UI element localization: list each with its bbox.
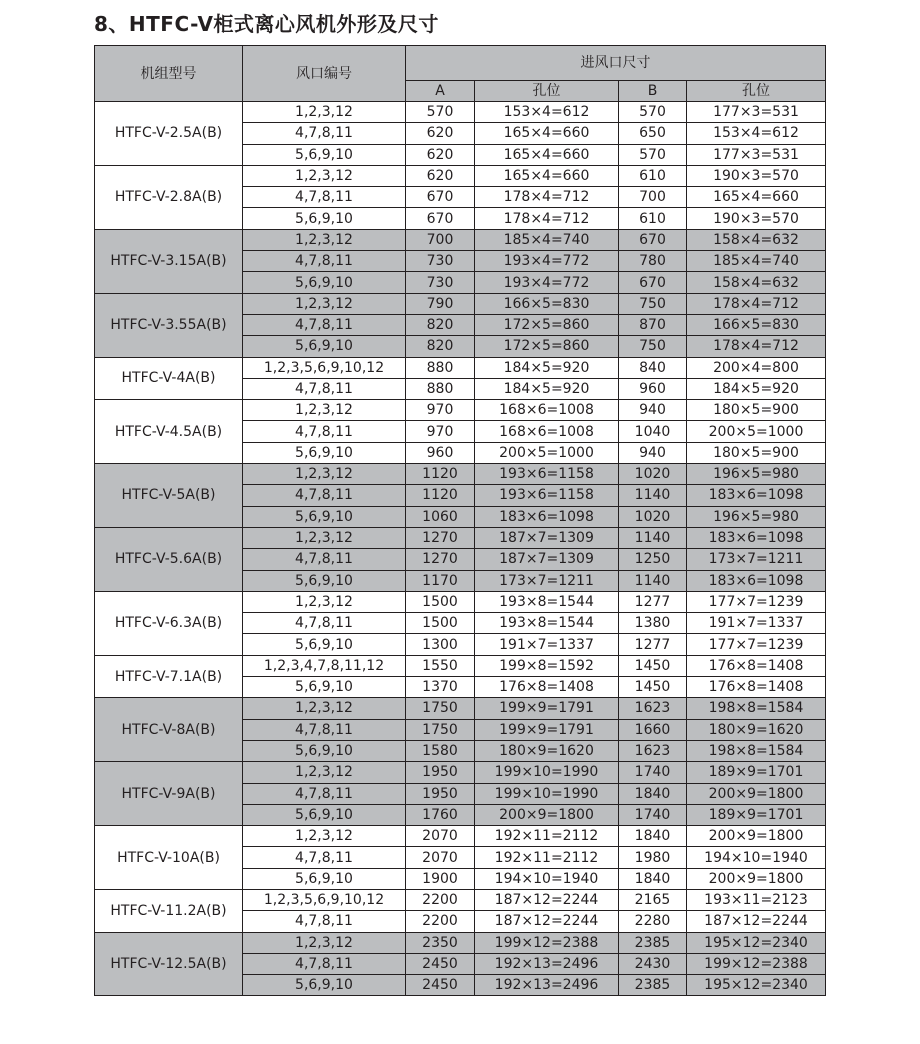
b-holes-cell: 158×4=632	[687, 229, 826, 250]
a-holes-cell: 200×5=1000	[475, 442, 619, 463]
outlet-no-cell: 1,2,3,4,7,8,11,12	[243, 655, 406, 676]
a-cell: 1300	[406, 634, 475, 655]
header-b-holes: 孔位	[687, 81, 826, 102]
model-cell: HTFC-V-5.6A(B)	[95, 527, 243, 591]
b-holes-cell: 190×3=570	[687, 165, 826, 186]
header-model: 机组型号	[95, 46, 243, 102]
a-cell: 670	[406, 208, 475, 229]
b-cell: 750	[619, 336, 687, 357]
b-cell: 1840	[619, 826, 687, 847]
header-inlet-size: 进风口尺寸	[406, 46, 826, 81]
model-cell: HTFC-V-12.5A(B)	[95, 932, 243, 996]
outlet-no-cell: 1,2,3,12	[243, 591, 406, 612]
b-cell: 1450	[619, 677, 687, 698]
a-holes-cell: 199×9=1791	[475, 719, 619, 740]
b-holes-cell: 184×5=920	[687, 378, 826, 399]
b-cell: 1980	[619, 847, 687, 868]
outlet-no-cell: 4,7,8,11	[243, 911, 406, 932]
model-cell: HTFC-V-5A(B)	[95, 464, 243, 528]
b-cell: 1840	[619, 868, 687, 889]
a-holes-cell: 178×4=712	[475, 187, 619, 208]
b-holes-cell: 200×5=1000	[687, 421, 826, 442]
b-holes-cell: 158×4=632	[687, 272, 826, 293]
b-cell: 780	[619, 251, 687, 272]
a-cell: 1760	[406, 804, 475, 825]
a-cell: 970	[406, 421, 475, 442]
a-cell: 790	[406, 293, 475, 314]
b-cell: 570	[619, 144, 687, 165]
outlet-no-cell: 4,7,8,11	[243, 314, 406, 335]
b-holes-cell: 189×9=1701	[687, 762, 826, 783]
outlet-no-cell: 5,6,9,10	[243, 208, 406, 229]
model-cell: HTFC-V-2.8A(B)	[95, 165, 243, 229]
table-row	[95, 762, 826, 783]
table-row	[95, 655, 826, 676]
a-holes-cell: 199×10=1990	[475, 783, 619, 804]
b-holes-cell: 176×8=1408	[687, 655, 826, 676]
a-cell: 730	[406, 272, 475, 293]
a-holes-cell: 194×10=1940	[475, 868, 619, 889]
a-holes-cell: 193×4=772	[475, 251, 619, 272]
table-row	[95, 932, 826, 953]
b-cell: 670	[619, 229, 687, 250]
outlet-no-cell: 5,6,9,10	[243, 740, 406, 761]
a-holes-cell: 193×8=1544	[475, 591, 619, 612]
b-cell: 1740	[619, 762, 687, 783]
outlet-no-cell: 4,7,8,11	[243, 783, 406, 804]
a-holes-cell: 172×5=860	[475, 314, 619, 335]
a-holes-cell: 193×8=1544	[475, 613, 619, 634]
b-holes-cell: 177×7=1239	[687, 591, 826, 612]
a-holes-cell: 199×9=1791	[475, 698, 619, 719]
b-holes-cell: 200×9=1800	[687, 868, 826, 889]
b-holes-cell: 180×5=900	[687, 400, 826, 421]
a-cell: 2450	[406, 953, 475, 974]
a-cell: 1500	[406, 591, 475, 612]
a-holes-cell: 168×6=1008	[475, 421, 619, 442]
b-cell: 1277	[619, 634, 687, 655]
a-cell: 730	[406, 251, 475, 272]
b-holes-cell: 189×9=1701	[687, 804, 826, 825]
outlet-no-cell: 1,2,3,12	[243, 102, 406, 123]
b-cell: 2280	[619, 911, 687, 932]
table-row	[95, 293, 826, 314]
b-cell: 670	[619, 272, 687, 293]
outlet-no-cell: 4,7,8,11	[243, 953, 406, 974]
b-cell: 2430	[619, 953, 687, 974]
b-holes-cell: 190×3=570	[687, 208, 826, 229]
a-holes-cell: 166×5=830	[475, 293, 619, 314]
b-holes-cell: 153×4=612	[687, 123, 826, 144]
a-cell: 1500	[406, 613, 475, 634]
model-cell: HTFC-V-9A(B)	[95, 762, 243, 826]
a-holes-cell: 187×12=2244	[475, 911, 619, 932]
b-holes-cell: 196×5=980	[687, 464, 826, 485]
outlet-no-cell: 4,7,8,11	[243, 421, 406, 442]
a-holes-cell: 165×4=660	[475, 165, 619, 186]
model-cell: HTFC-V-4A(B)	[95, 357, 243, 400]
b-holes-cell: 177×7=1239	[687, 634, 826, 655]
table-body	[95, 102, 826, 996]
b-cell: 570	[619, 102, 687, 123]
b-cell: 2165	[619, 889, 687, 910]
outlet-no-cell: 5,6,9,10	[243, 570, 406, 591]
b-holes-cell: 200×9=1800	[687, 783, 826, 804]
a-cell: 1750	[406, 698, 475, 719]
a-cell: 620	[406, 144, 475, 165]
a-cell: 1550	[406, 655, 475, 676]
a-holes-cell: 199×8=1592	[475, 655, 619, 676]
b-cell: 1040	[619, 421, 687, 442]
a-cell: 820	[406, 336, 475, 357]
model-cell: HTFC-V-2.5A(B)	[95, 102, 243, 166]
model-cell: HTFC-V-8A(B)	[95, 698, 243, 762]
a-holes-cell: 165×4=660	[475, 123, 619, 144]
b-holes-cell: 165×4=660	[687, 187, 826, 208]
table-row	[95, 165, 826, 186]
a-cell: 2070	[406, 847, 475, 868]
b-holes-cell: 183×6=1098	[687, 485, 826, 506]
b-cell: 940	[619, 400, 687, 421]
a-cell: 1270	[406, 549, 475, 570]
outlet-no-cell: 5,6,9,10	[243, 975, 406, 996]
a-cell: 1170	[406, 570, 475, 591]
b-holes-cell: 199×12=2388	[687, 953, 826, 974]
b-holes-cell: 183×6=1098	[687, 570, 826, 591]
a-holes-cell: 192×11=2112	[475, 826, 619, 847]
table-row	[95, 229, 826, 250]
a-holes-cell: 173×7=1211	[475, 570, 619, 591]
a-cell: 1060	[406, 506, 475, 527]
outlet-no-cell: 5,6,9,10	[243, 272, 406, 293]
a-cell: 1950	[406, 762, 475, 783]
a-cell: 970	[406, 400, 475, 421]
a-cell: 1750	[406, 719, 475, 740]
outlet-no-cell: 1,2,3,12	[243, 932, 406, 953]
b-cell: 1660	[619, 719, 687, 740]
table-row	[95, 102, 826, 123]
table-row	[95, 400, 826, 421]
b-cell: 1623	[619, 740, 687, 761]
b-cell: 1277	[619, 591, 687, 612]
a-holes-cell: 199×10=1990	[475, 762, 619, 783]
fan-dimension-table	[94, 45, 826, 996]
a-cell: 570	[406, 102, 475, 123]
outlet-no-cell: 4,7,8,11	[243, 847, 406, 868]
outlet-no-cell: 4,7,8,11	[243, 187, 406, 208]
b-holes-cell: 173×7=1211	[687, 549, 826, 570]
model-cell: HTFC-V-7.1A(B)	[95, 655, 243, 698]
b-cell: 1140	[619, 527, 687, 548]
b-holes-cell: 194×10=1940	[687, 847, 826, 868]
outlet-no-cell: 4,7,8,11	[243, 549, 406, 570]
b-cell: 1140	[619, 485, 687, 506]
model-cell: HTFC-V-10A(B)	[95, 826, 243, 890]
outlet-no-cell: 1,2,3,12	[243, 165, 406, 186]
b-holes-cell: 193×11=2123	[687, 889, 826, 910]
a-cell: 1580	[406, 740, 475, 761]
outlet-no-cell: 5,6,9,10	[243, 634, 406, 655]
b-holes-cell: 200×4=800	[687, 357, 826, 378]
table-row	[95, 527, 826, 548]
model-cell: HTFC-V-3.55A(B)	[95, 293, 243, 357]
a-cell: 2450	[406, 975, 475, 996]
section-title: 8、HTFC-V柜式离心风机外形及尺寸	[94, 12, 439, 36]
table-row	[95, 889, 826, 910]
b-holes-cell: 187×12=2244	[687, 911, 826, 932]
a-cell: 1370	[406, 677, 475, 698]
a-cell: 620	[406, 165, 475, 186]
b-cell: 1450	[619, 655, 687, 676]
a-holes-cell: 187×7=1309	[475, 527, 619, 548]
a-holes-cell: 192×11=2112	[475, 847, 619, 868]
outlet-no-cell: 5,6,9,10	[243, 336, 406, 357]
a-holes-cell: 183×6=1098	[475, 506, 619, 527]
table-row	[95, 357, 826, 378]
a-holes-cell: 193×4=772	[475, 272, 619, 293]
model-cell: HTFC-V-6.3A(B)	[95, 591, 243, 655]
b-holes-cell: 185×4=740	[687, 251, 826, 272]
a-cell: 1120	[406, 464, 475, 485]
b-cell: 840	[619, 357, 687, 378]
outlet-no-cell: 1,2,3,12	[243, 464, 406, 485]
table-row	[95, 826, 826, 847]
outlet-no-cell: 4,7,8,11	[243, 378, 406, 399]
outlet-no-cell: 4,7,8,11	[243, 485, 406, 506]
a-holes-cell: 165×4=660	[475, 144, 619, 165]
b-holes-cell: 200×9=1800	[687, 826, 826, 847]
a-cell: 820	[406, 314, 475, 335]
outlet-no-cell: 1,2,3,12	[243, 400, 406, 421]
outlet-no-cell: 1,2,3,5,6,9,10,12	[243, 357, 406, 378]
outlet-no-cell: 4,7,8,11	[243, 719, 406, 740]
b-holes-cell: 166×5=830	[687, 314, 826, 335]
a-holes-cell: 184×5=920	[475, 378, 619, 399]
a-cell: 2200	[406, 911, 475, 932]
b-cell: 750	[619, 293, 687, 314]
b-holes-cell: 177×3=531	[687, 102, 826, 123]
b-cell: 1250	[619, 549, 687, 570]
a-cell: 1270	[406, 527, 475, 548]
b-cell: 1140	[619, 570, 687, 591]
b-cell: 610	[619, 165, 687, 186]
a-holes-cell: 172×5=860	[475, 336, 619, 357]
a-holes-cell: 187×7=1309	[475, 549, 619, 570]
outlet-no-cell: 5,6,9,10	[243, 506, 406, 527]
header-a-holes: 孔位	[475, 81, 619, 102]
b-cell: 1840	[619, 783, 687, 804]
table-row	[95, 591, 826, 612]
b-cell: 610	[619, 208, 687, 229]
a-cell: 670	[406, 187, 475, 208]
b-cell: 700	[619, 187, 687, 208]
b-holes-cell: 180×5=900	[687, 442, 826, 463]
a-holes-cell: 192×13=2496	[475, 975, 619, 996]
outlet-no-cell: 1,2,3,12	[243, 762, 406, 783]
a-holes-cell: 178×4=712	[475, 208, 619, 229]
a-holes-cell: 191×7=1337	[475, 634, 619, 655]
b-holes-cell: 191×7=1337	[687, 613, 826, 634]
b-holes-cell: 195×12=2340	[687, 975, 826, 996]
a-cell: 880	[406, 378, 475, 399]
outlet-no-cell: 4,7,8,11	[243, 123, 406, 144]
outlet-no-cell: 1,2,3,12	[243, 698, 406, 719]
outlet-no-cell: 5,6,9,10	[243, 442, 406, 463]
b-cell: 1740	[619, 804, 687, 825]
outlet-no-cell: 1,2,3,12	[243, 229, 406, 250]
a-holes-cell: 187×12=2244	[475, 889, 619, 910]
a-holes-cell: 153×4=612	[475, 102, 619, 123]
outlet-no-cell: 1,2,3,5,6,9,10,12	[243, 889, 406, 910]
model-cell: HTFC-V-3.15A(B)	[95, 229, 243, 293]
b-cell: 1623	[619, 698, 687, 719]
b-cell: 940	[619, 442, 687, 463]
a-holes-cell: 184×5=920	[475, 357, 619, 378]
b-holes-cell: 178×4=712	[687, 293, 826, 314]
b-holes-cell: 196×5=980	[687, 506, 826, 527]
outlet-no-cell: 1,2,3,12	[243, 826, 406, 847]
a-cell: 880	[406, 357, 475, 378]
b-cell: 1380	[619, 613, 687, 634]
a-holes-cell: 176×8=1408	[475, 677, 619, 698]
b-holes-cell: 178×4=712	[687, 336, 826, 357]
a-cell: 700	[406, 229, 475, 250]
b-holes-cell: 180×9=1620	[687, 719, 826, 740]
a-cell: 1900	[406, 868, 475, 889]
a-cell: 620	[406, 123, 475, 144]
outlet-no-cell: 5,6,9,10	[243, 804, 406, 825]
b-cell: 1020	[619, 464, 687, 485]
header-a: A	[406, 81, 475, 102]
outlet-no-cell: 4,7,8,11	[243, 251, 406, 272]
b-holes-cell: 198×8=1584	[687, 698, 826, 719]
a-holes-cell: 193×6=1158	[475, 485, 619, 506]
b-cell: 650	[619, 123, 687, 144]
a-holes-cell: 180×9=1620	[475, 740, 619, 761]
a-cell: 2350	[406, 932, 475, 953]
b-cell: 960	[619, 378, 687, 399]
b-cell: 1020	[619, 506, 687, 527]
a-holes-cell: 199×12=2388	[475, 932, 619, 953]
table-row	[95, 464, 826, 485]
a-cell: 960	[406, 442, 475, 463]
b-holes-cell: 198×8=1584	[687, 740, 826, 761]
header-outlet-no: 风口编号	[243, 46, 406, 102]
a-cell: 2070	[406, 826, 475, 847]
model-cell: HTFC-V-4.5A(B)	[95, 400, 243, 464]
header-b: B	[619, 81, 687, 102]
outlet-no-cell: 4,7,8,11	[243, 613, 406, 634]
model-cell: HTFC-V-11.2A(B)	[95, 889, 243, 932]
b-cell: 2385	[619, 975, 687, 996]
b-holes-cell: 195×12=2340	[687, 932, 826, 953]
a-cell: 2200	[406, 889, 475, 910]
outlet-no-cell: 5,6,9,10	[243, 677, 406, 698]
table-row	[95, 698, 826, 719]
a-holes-cell: 185×4=740	[475, 229, 619, 250]
outlet-no-cell: 5,6,9,10	[243, 144, 406, 165]
outlet-no-cell: 1,2,3,12	[243, 293, 406, 314]
outlet-no-cell: 1,2,3,12	[243, 527, 406, 548]
b-cell: 870	[619, 314, 687, 335]
outlet-no-cell: 5,6,9,10	[243, 868, 406, 889]
a-holes-cell: 193×6=1158	[475, 464, 619, 485]
b-holes-cell: 183×6=1098	[687, 527, 826, 548]
a-holes-cell: 168×6=1008	[475, 400, 619, 421]
a-holes-cell: 192×13=2496	[475, 953, 619, 974]
b-holes-cell: 176×8=1408	[687, 677, 826, 698]
a-holes-cell: 200×9=1800	[475, 804, 619, 825]
b-cell: 2385	[619, 932, 687, 953]
a-cell: 1120	[406, 485, 475, 506]
a-cell: 1950	[406, 783, 475, 804]
b-holes-cell: 177×3=531	[687, 144, 826, 165]
